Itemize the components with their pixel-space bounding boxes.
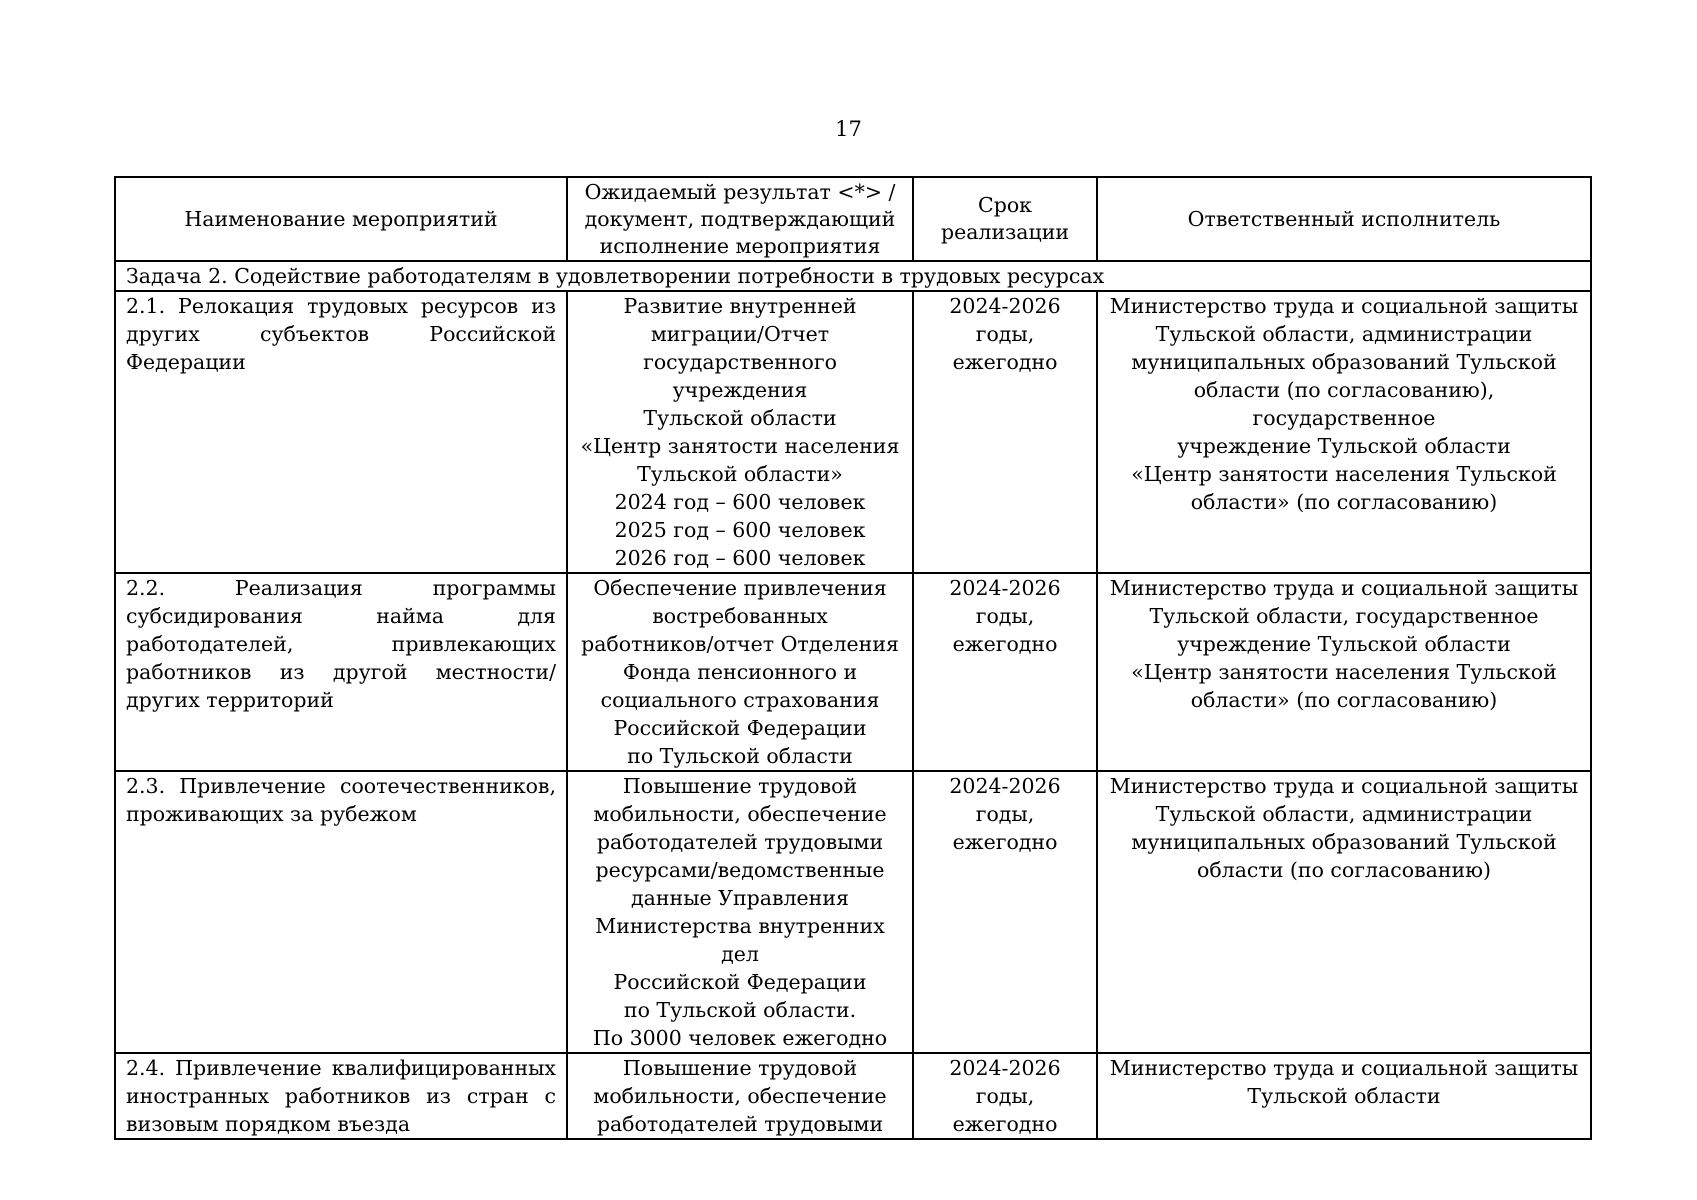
responsible-executor: Министерство труда и социальной защиты Тульской области, государственное учреждение Тульской области «Центр занятости населения Тульской области» (по согласованию) [1097, 573, 1591, 771]
page-number: 17 [835, 117, 862, 141]
implementation-term: 2024-2026 годы, ежегодно [913, 1053, 1097, 1139]
header-term: Срок реализации [913, 177, 1097, 261]
measures-table [114, 176, 1592, 1140]
task-title: Задача 2. Содействие работодателям в удовлетворении потребности в трудовых ресурсах [115, 261, 1591, 291]
table-row [115, 771, 1591, 1053]
responsible-executor: Министерство труда и социальной защиты Тульской области, администрации муниципальных образований Тульской области (по согласованию) [1097, 771, 1591, 1053]
expected-result: Повышение трудовой мобильности, обеспечение работодателей трудовыми [567, 1053, 913, 1139]
implementation-term: 2024-2026 годы, ежегодно [913, 573, 1097, 771]
table-header-row [115, 177, 1591, 261]
responsible-executor: Министерство труда и социальной защиты Тульской области, администрации муниципальных образований Тульской области (по согласованию), государственное учреждение Тульской области «Центр занятости населения Тульской области» (по согласованию) [1097, 291, 1591, 573]
expected-result: Повышение трудовой мобильности, обеспечение работодателей трудовыми ресурсами/ведомственные данные Управления Министерства внутренних дел Российской Федерации по Тульской области. По 3000 человек ежегодно [567, 771, 913, 1053]
implementation-term: 2024-2026 годы, ежегодно [913, 771, 1097, 1053]
header-name: Наименование мероприятий [115, 177, 567, 261]
implementation-term: 2024-2026 годы, ежегодно [913, 291, 1097, 573]
measure-name: 2.1. Релокация трудовых ресурсов из других субъектов Российской Федерации [115, 291, 567, 573]
table-row [115, 573, 1591, 771]
table-row [115, 291, 1591, 573]
task-row [115, 261, 1591, 291]
measure-name: 2.2. Реализация программы субсидирования найма для работодателей, привлекающих работников из другой местности/других территорий [115, 573, 567, 771]
expected-result: Обеспечение привлечения востребованных работников/отчет Отделения Фонда пенсионного и социального страхования Российской Федерации по Тульской области [567, 573, 913, 771]
table-row [115, 1053, 1591, 1139]
header-result: Ожидаемый результат <*> / документ, подтверждающий исполнение мероприятия [567, 177, 913, 261]
header-responsible: Ответственный исполнитель [1097, 177, 1591, 261]
expected-result: Развитие внутренней миграции/Отчет государственного учреждения Тульской области «Центр занятости населения Тульской области» 2024 год – 600 человек 2025 год – 600 человек 2026 год – 600 человек [567, 291, 913, 573]
measure-name: 2.4. Привлечение квалифицированных иностранных работников из стран с визовым порядком въезда [115, 1053, 567, 1139]
measure-name: 2.3. Привлечение соотечественников, проживающих за рубежом [115, 771, 567, 1053]
responsible-executor: Министерство труда и социальной защиты Тульской области [1097, 1053, 1591, 1139]
